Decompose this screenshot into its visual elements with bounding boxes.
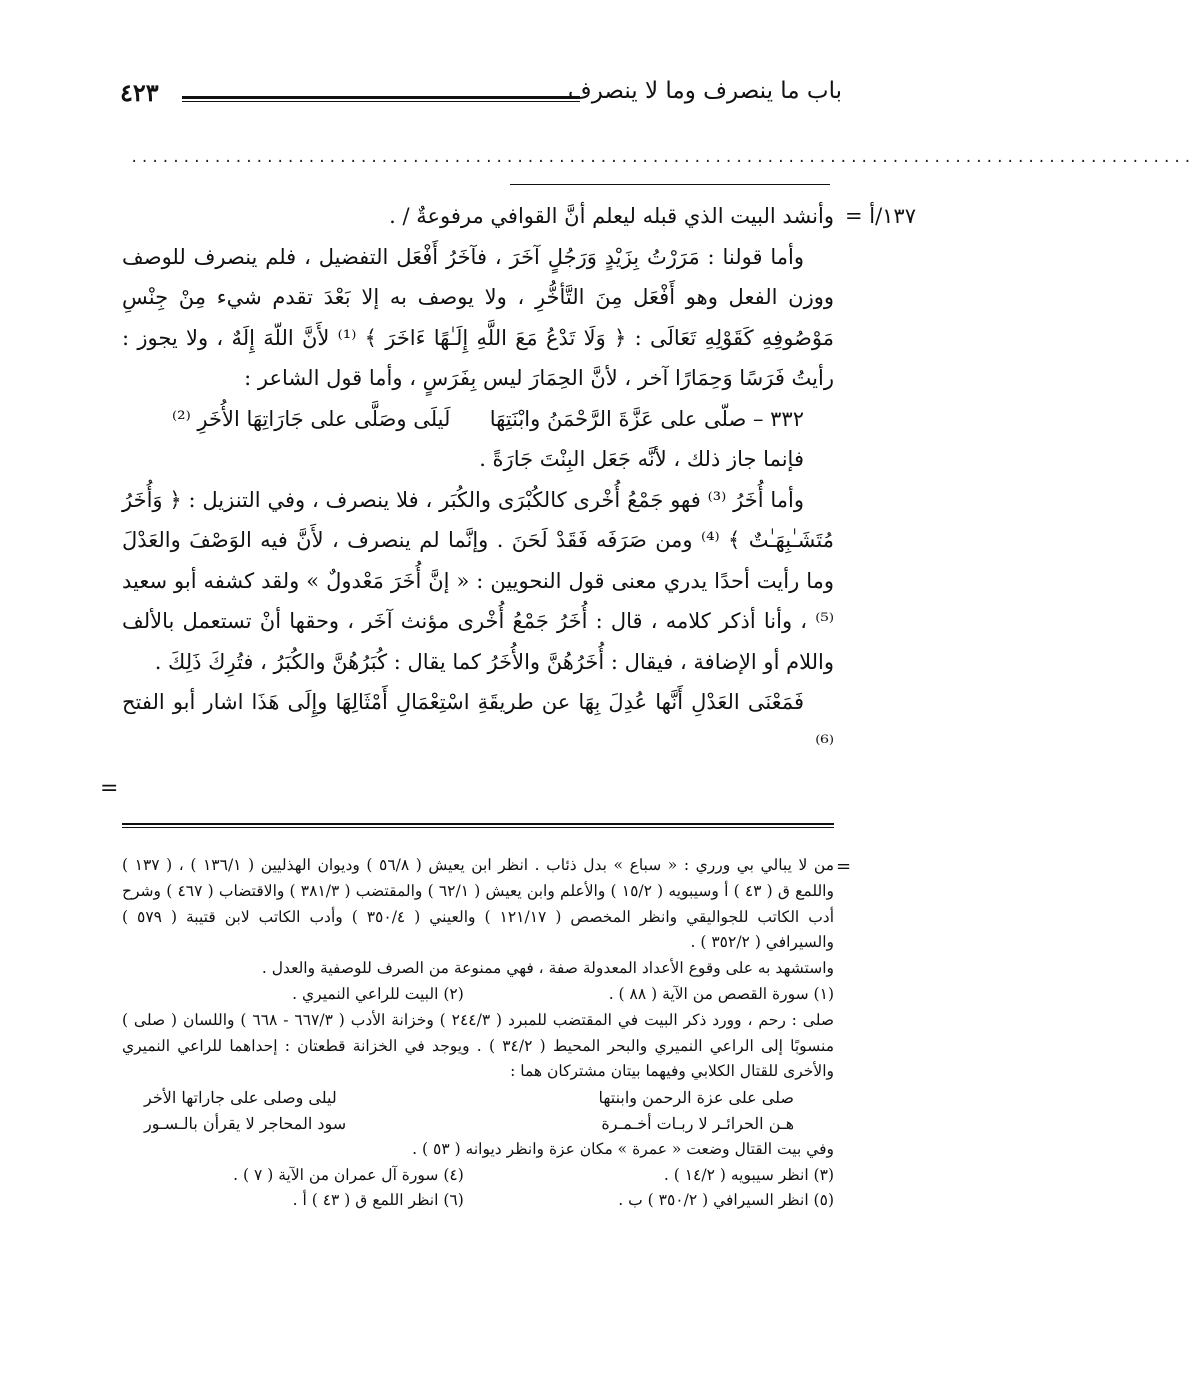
verse-first-hemistich: ٣٣٢ – صلّى على عَزَّةَ الرَّحْمَنُ وابْنَتِهَا [489,406,804,431]
paragraph: وأنشد البيت الذي قبله ليعلم أنَّ القوافي مرفوعةٌ / . [389,204,834,228]
paragraph: وأما أُخَرُ ⁽³⁾ فهو جَمْعُ أُخْرى كالكُبْرَى والكُبَر ، فلا ينصرف ، وفي التنزيل : ﴿ وَأُخَرُ مُتَشَـٰبِهَـٰتٌ ﴾ ⁽⁴⁾ ومن صَرَفَه فَقَدْ لَحَنَ . وإنَّما لم ينصرف ، لأَنَّ فيه الوَصْفَ والعَدْلَ وما رأيت أحدًا يدري معنى قول النحويين : « إنَّ أُخَرَ مَعْدولٌ » ولقد كشفه أبو سعيد ⁽⁵⁾ ، وأنا أذكر كلامه ، قال : أُخَرُ جَمْعُ أُخْرى مؤنث آخَر ، وحقها أنْ تستعمل بالألف واللام أو الإضافة ، فيقال : أُخَرُهُنَّ والأُخَرُ كما يقال : كُبَرُهُنَّ والكُبَرُ ، فتُرِكَ ذَلِكَ . [122,487,834,674]
separator-rule [510,184,830,185]
footnote-6: (٦) انظر اللمع ق ( ٤٣ ) أ . [292,1191,464,1210]
main-text [122,196,834,763]
footnote-5: (٥) انظر السيرافي ( ٣٥٠/٢ ) ب . [618,1191,834,1210]
verse-second-hemistich: ليلى وصلى على جاراتها الأخر [144,1088,337,1108]
footnote-2: (٢) البيت للراعي النميري . [292,984,464,1003]
header-rule [182,96,580,102]
footnote-1: (١) سورة القصص من الآية ( ٨٨ ) . [608,984,834,1003]
footnote: وفي بيت القتال وضعت « عمرة » مكان عزة وانظر ديوانه ( ٥٣ ) . [412,1139,834,1158]
paragraph: وأما قولنا : مَرَرْتُ بِزَيْدٍ وَرَجُلٍ آخَرَ ، فآخَرُ أَفْعَل التفضيل ، فلم ينصرف للوصف ووزن الفعل وهو أَفْعَل مِنَ التَّأخُّرِ ، ولا يوصف به إلا بَعْدَ تقدم شيء مِنْ جِنْسِ مَوْصُوفِهِ كَقَوْلِهِ تَعَالَى : ﴿ وَلَا تَدْعُ مَعَ اللَّهِ إِلَـٰهًا ءَاخَرَ ﴾ ⁽¹⁾ لأَنَّ اللّهَ إِلَهٌ ، ولا يجوز : رأيتُ فَرَسًا وَحِمَارًا آخر ، لأنَّ الحِمَارَ ليس بِفَرَسٍ ، وأما قول الشاعر : [122,244,834,390]
footnote-3: (٣) انظر سيبويه ( ١٤/٢ ) . [663,1165,834,1184]
paragraph: فَمَعْنَى العَدْلِ أَنَّها عُدِلَ بِهَا عن طريقَةِ اسْتِعْمَالِ أَمْثَالِهَا وإِلَى هَذَا اشار أبو الفتح ⁽⁶⁾ [122,690,834,755]
footnote-verse [122,1111,834,1137]
footnote-pair [122,1163,834,1189]
footnote-pair [122,982,834,1008]
page-number: ٤٢٣ [120,78,159,107]
running-header [120,78,842,114]
continuation-marker: = [100,776,119,801]
footnote: من لا يبالي بي ورري : « سباع » بدل ذئاب . انظر ابن يعيش ( ٥٦/٨ ) وديوان الهذليين ( ١٣٦/١ ) ، ( ١٣٧ ) واللمع ق ( ٤٣ ) أ وسيبويه ( ١٥/٢ ) والأعلم وابن يعيش ( ٦٢/١ ) والمقتضب ( ٣٨١/٣ ) والاقتضاب ( ٤٦٧ ) وشرح أدب الكاتب للجواليقي وانظر المخصص ( ١٢١/١٧ ) والعيني ( ٣٥٠/٤ ) وأدب الكاتب لابن قتيبة ( ٥٧٩ ) والسيرافي ( ٣٥٢/٢ ) . [122,856,834,952]
dotted-separator: ...................................................................................................... [130,150,1194,166]
footnote: واستشهد به على وقوع الأعداد المعدولة صفة ، فهي ممنوعة من الصرف للوصفية والعدل . [261,959,834,978]
footnote-4: (٤) سورة آل عمران من الآية ( ٧ ) . [233,1165,464,1184]
footnotes [122,853,834,1214]
paragraph: فإنما جاز ذلك ، لأنَّه جَعَل البِنْتَ جَارَةً . [479,447,804,471]
verse-second-hemistich: سود المحاجر لا يقرأن بالـسـور [144,1113,347,1133]
footnote-verse [122,1085,834,1111]
poetry-verse [122,399,834,440]
footnote-pair [122,1188,834,1214]
footnote-continuation-marker: = [836,856,852,877]
manuscript-folio-marker: ١٣٧/أ = [844,204,916,228]
verse-second-hemistich: لَيلَى وصَلَّى على جَارَاتِهَا الأُخَرِ ⁽²⁾ [172,406,451,431]
verse-first-hemistich: هـن الحرائـر لا ربـات أخـمـرة [601,1113,794,1133]
footnote: صلى : رحم ، وورد ذكر البيت في المقتضب للمبرد ( ٢٤٤/٣ ) وخزانة الأدب ( ٦٦٧/٣ - ٦٦٨ ) واللسان ( صلى ) منسوبًا إلى الراعي النميري والبحر المحيط ( ٣٤/٢ ) . ويوجد في الخزانة قطعتان : إحداهما للراعي النميري والأخرى للقتال الكلابي وفيهما بيتان مشتركان هما : [122,1010,835,1081]
footnote-rule [122,823,834,828]
chapter-title: باب ما ينصرف وما لا ينصرف [567,78,842,104]
verse-first-hemistich: صلى على عزة الرحمن وابنتها [598,1088,794,1108]
